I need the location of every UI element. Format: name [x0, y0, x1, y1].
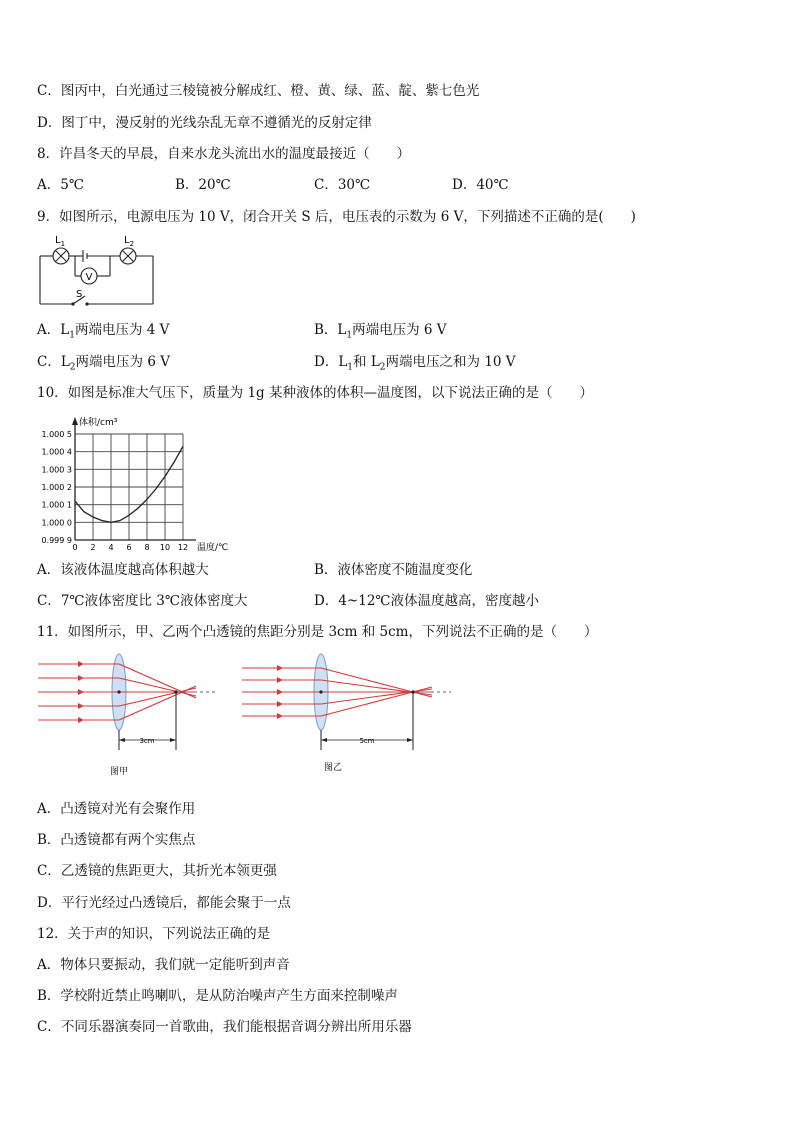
- q11-option-d: D．平行光经过凸透镜后，都能会聚于一点: [37, 895, 291, 911]
- y-tick-label: 1.000 1: [41, 500, 72, 510]
- q10-option-a: A．该液体温度越高体积越大: [37, 562, 209, 578]
- figure-label-yi: 图乙: [323, 763, 343, 773]
- q10-option-d: D．4~12℃液体温度越高，密度越小: [314, 593, 540, 609]
- x-tick-label: 8: [144, 543, 150, 552]
- q7-option-c: C．图丙中，白光通过三棱镜被分解成红、橙、黄、绿、蓝、靛、紫七色光: [37, 83, 480, 99]
- question-11: 11．如图所示，甲、乙两个凸透镜的焦距分别是 3cm 和 5cm，下列说法不正确的是（ ）: [37, 624, 598, 640]
- l1-label: L: [55, 235, 61, 246]
- x-tick-label: 4: [108, 543, 114, 552]
- q10-option-b: B．液体密度不随温度变化: [314, 562, 473, 578]
- y-tick-label: 1.000 4: [41, 447, 72, 457]
- x-axis-label: 温度/℃: [197, 543, 229, 553]
- svg-text:L1: $L_1$: [55, 235, 66, 248]
- question-10: 10．如图是标准大气压下，质量为 1g 某种液体的体积—温度图，以下说法正确的是（ ）: [37, 385, 593, 401]
- q9-option-d: D．$L_1$和 $L_2$两端电压之和为 10 V: [314, 354, 516, 373]
- x-tick-label: 6: [126, 543, 132, 552]
- q9-option-a: A．$L_1$两端电压为 4 V: [37, 322, 170, 341]
- y-tick-label: 0.999 9: [41, 536, 72, 545]
- volume-temperature-graph: [33, 413, 243, 555]
- focal-length-jia: 3cm: [139, 737, 155, 745]
- lamp-l2: [120, 248, 136, 264]
- lamp-l1: [53, 248, 69, 264]
- q11-option-a: A．凸透镜对光有会聚作用: [37, 801, 196, 817]
- y-tick-label: 1.000 5: [41, 430, 72, 439]
- question-9: 9．如图所示，电源电压为 10 V，闭合开关 S 后，电压表的示数为 6 V，下列描述不正确的是( ): [37, 209, 636, 225]
- l2-label: L: [124, 235, 130, 246]
- y-tick-label: 1.000 0: [41, 518, 72, 528]
- q11-option-b: B．凸透镜都有两个实焦点: [37, 832, 196, 848]
- q8-option-b: B．20℃: [175, 177, 231, 193]
- q9-option-c: C．$L_2$两端电压为 6 V: [37, 354, 170, 373]
- q8-option-a: A．5℃: [37, 177, 84, 193]
- light-rays-yi: [242, 668, 432, 716]
- q12-option-b: B．学校附近禁止鸣喇叭，是从防治噪声产生方面来控制噪声: [37, 988, 398, 1004]
- q12-option-c: C．不同乐器演奏同一首歌曲，我们能根据音调分辨出所用乐器: [37, 1019, 412, 1035]
- q8-option-c: C．30℃: [314, 177, 371, 193]
- question-8: 8．许昌冬天的早晨，自来水龙头流出水的温度最接近（ ）: [37, 146, 411, 162]
- figure-label-jia: 图甲: [109, 767, 129, 777]
- focal-length-yi: 5cm: [359, 737, 375, 745]
- q7-option-d: D．图丁中，漫反射的光线杂乱无章不遵循光的反射定律: [37, 115, 372, 131]
- q11-option-c: C．乙透镜的焦距更大，其折光本领更强: [37, 863, 277, 879]
- switch-label: S: [76, 289, 83, 300]
- x-tick-label: 12: [177, 543, 189, 552]
- q9-option-b: B．$L_1$两端电压为 6 V: [314, 322, 447, 341]
- circuit-diagram: [35, 233, 160, 308]
- y-tick-label: 1.000 2: [41, 483, 72, 492]
- y-axis-arrow: [72, 417, 78, 425]
- y-tick-label: 1.000 3: [41, 465, 72, 475]
- x-tick-label: 10: [159, 543, 171, 552]
- q12-option-a: A．物体只要振动，我们就一定能听到声音: [37, 957, 290, 973]
- lens-figure-yi: [237, 650, 459, 780]
- x-tick-label: 2: [90, 543, 96, 552]
- q10-option-c: C．7℃液体密度比 3℃液体密度大: [37, 593, 248, 609]
- y-axis-label: 体积/cm³: [79, 418, 118, 428]
- q8-option-d: D．40℃: [452, 177, 509, 193]
- x-tick-label: 0: [72, 543, 78, 552]
- voltmeter-label: V: [85, 272, 93, 283]
- svg-text:L2: $L_2$: [124, 235, 135, 248]
- lens-figure-jia: [33, 650, 233, 780]
- question-12: 12．关于声的知识，下列说法正确的是: [37, 926, 271, 942]
